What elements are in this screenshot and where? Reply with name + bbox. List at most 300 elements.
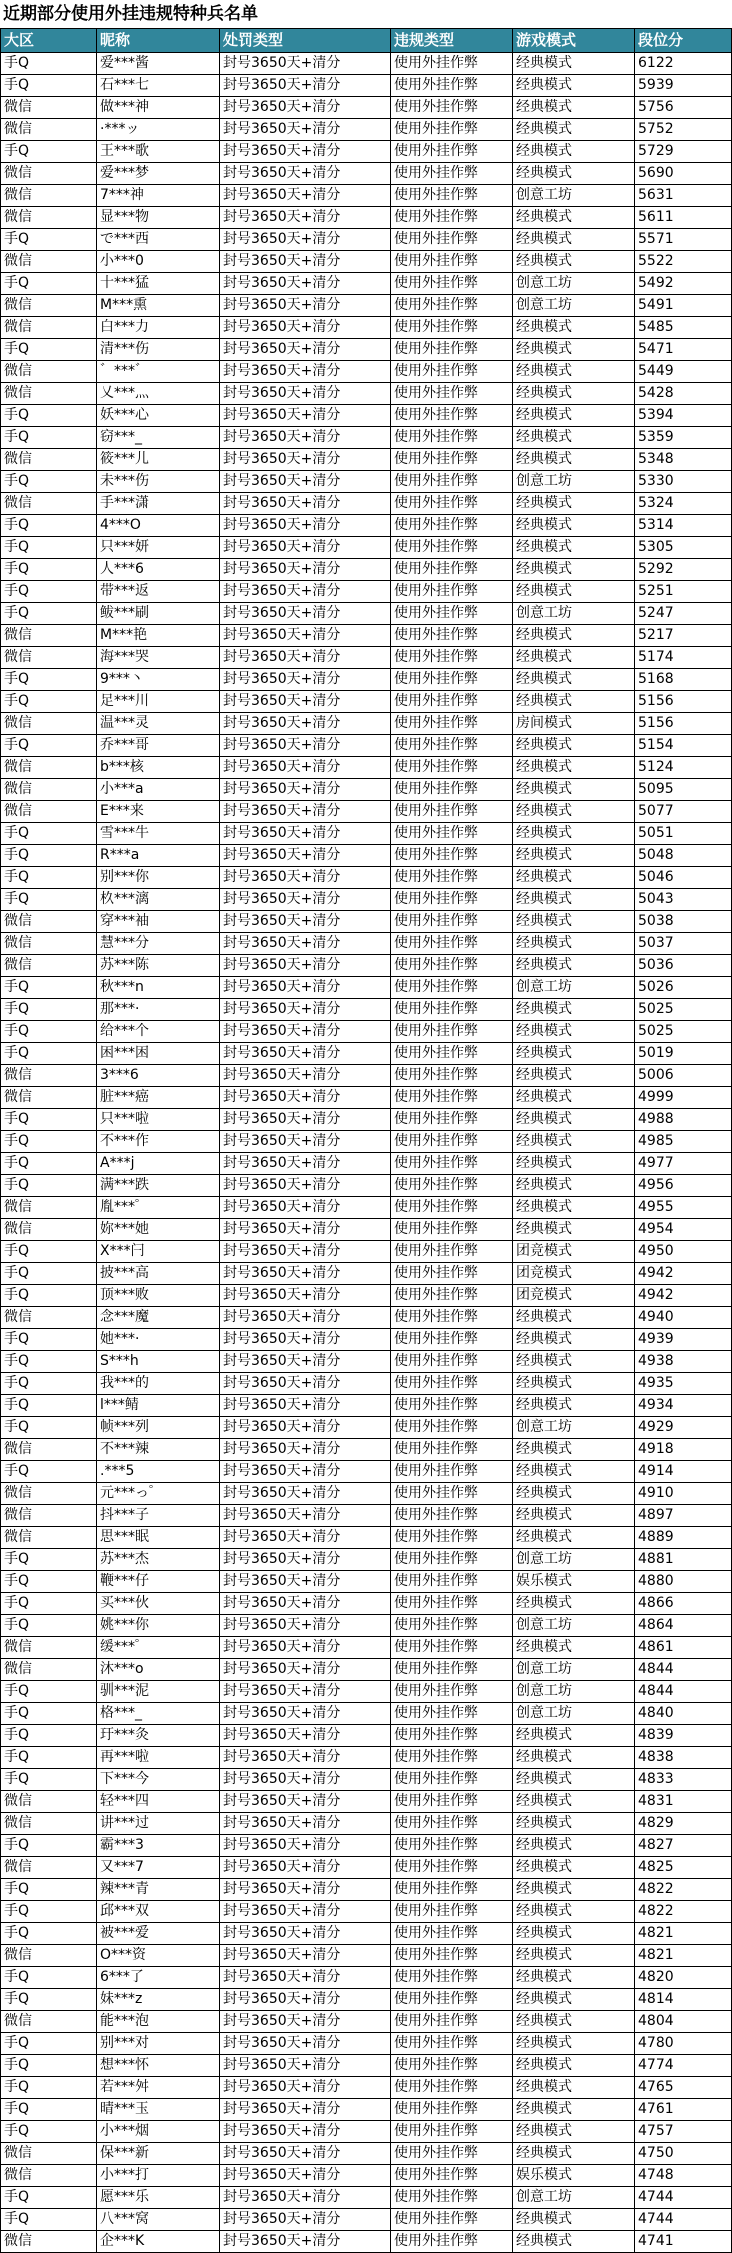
region-cell: 手Q <box>1 1549 97 1571</box>
violation-cell: 使用外挂作弊 <box>391 1857 513 1879</box>
nickname-cell: 我***的 <box>97 1373 220 1395</box>
violation-cell: 使用外挂作弊 <box>391 867 513 889</box>
region-cell: 手Q <box>1 1725 97 1747</box>
region-cell: 手Q <box>1 1769 97 1791</box>
nickname-cell: 格***_ <box>97 1703 220 1725</box>
violation-cell: 使用外挂作弊 <box>391 383 513 405</box>
nickname-cell: 沐***o <box>97 1659 220 1681</box>
violation-cell: 使用外挂作弊 <box>391 1615 513 1637</box>
violation-cell: 使用外挂作弊 <box>391 1439 513 1461</box>
mode-cell: 经典模式 <box>513 867 635 889</box>
violation-cell: 使用外挂作弊 <box>391 1659 513 1681</box>
region-cell: 手Q <box>1 669 97 691</box>
region-cell: 微信 <box>1 1527 97 1549</box>
mode-cell: 经典模式 <box>513 427 635 449</box>
mode-cell: 经典模式 <box>513 119 635 141</box>
penalty-cell: 封号3650天+清分 <box>220 2209 391 2231</box>
region-cell: 手Q <box>1 229 97 251</box>
penalty-cell: 封号3650天+清分 <box>220 185 391 207</box>
mode-cell: 经典模式 <box>513 911 635 933</box>
nickname-cell: 秋***n <box>97 977 220 999</box>
region-cell: 微信 <box>1 317 97 339</box>
penalty-cell: 封号3650天+清分 <box>220 1659 391 1681</box>
region-cell: 微信 <box>1 2165 97 2187</box>
table-row <box>1 1087 732 1109</box>
mode-cell: 经典模式 <box>513 1439 635 1461</box>
nickname-cell: 小***0 <box>97 251 220 273</box>
violation-cell: 使用外挂作弊 <box>391 2033 513 2055</box>
rank-score-cell: 4880 <box>635 1571 732 1593</box>
violation-cell: 使用外挂作弊 <box>391 713 513 735</box>
penalty-cell: 封号3650天+清分 <box>220 845 391 867</box>
region-cell: 微信 <box>1 1065 97 1087</box>
region-cell: 微信 <box>1 1659 97 1681</box>
region-cell: 手Q <box>1 867 97 889</box>
rank-score-cell: 4914 <box>635 1461 732 1483</box>
nickname-cell: 邱***双 <box>97 1901 220 1923</box>
nickname-cell: 只***妍 <box>97 537 220 559</box>
violation-cell: 使用外挂作弊 <box>391 493 513 515</box>
penalty-cell: 封号3650天+清分 <box>220 119 391 141</box>
nickname-cell: 人***6 <box>97 559 220 581</box>
table-row <box>1 361 732 383</box>
nickname-cell: 乂***灬 <box>97 383 220 405</box>
table-row <box>1 1109 732 1131</box>
mode-cell: 经典模式 <box>513 1967 635 1989</box>
region-cell: 微信 <box>1 1791 97 1813</box>
nickname-cell: .***5 <box>97 1461 220 1483</box>
table-row <box>1 1197 732 1219</box>
nickname-cell: 3***6 <box>97 1065 220 1087</box>
table-row <box>1 1351 732 1373</box>
region-cell: 手Q <box>1 1043 97 1065</box>
penalty-cell: 封号3650天+清分 <box>220 383 391 405</box>
mode-cell: 创意工坊 <box>513 471 635 493</box>
nickname-cell: 鲅***刷 <box>97 603 220 625</box>
penalty-cell: 封号3650天+清分 <box>220 1615 391 1637</box>
nickname-cell: 霸***3 <box>97 1835 220 1857</box>
violation-cell: 使用外挂作弊 <box>391 75 513 97</box>
table-row <box>1 1901 732 1923</box>
violation-cell: 使用外挂作弊 <box>391 1747 513 1769</box>
header-row <box>1 29 732 53</box>
violation-cell: 使用外挂作弊 <box>391 1087 513 1109</box>
penalty-cell: 封号3650天+清分 <box>220 1571 391 1593</box>
violation-cell: 使用外挂作弊 <box>391 1065 513 1087</box>
mode-cell: 经典模式 <box>513 1527 635 1549</box>
penalty-cell: 封号3650天+清分 <box>220 911 391 933</box>
penalty-cell: 封号3650天+清分 <box>220 647 391 669</box>
nickname-cell: l***鲭 <box>97 1395 220 1417</box>
violation-cell: 使用外挂作弊 <box>391 1175 513 1197</box>
rank-score-cell: 4910 <box>635 1483 732 1505</box>
mode-cell: 经典模式 <box>513 1219 635 1241</box>
mode-cell: 经典模式 <box>513 2209 635 2231</box>
violation-cell: 使用外挂作弊 <box>391 691 513 713</box>
mode-cell: 经典模式 <box>513 383 635 405</box>
violation-cell: 使用外挂作弊 <box>391 339 513 361</box>
violation-cell: 使用外挂作弊 <box>391 735 513 757</box>
rank-score-cell: 5729 <box>635 141 732 163</box>
rank-score-cell: 5251 <box>635 581 732 603</box>
violation-cell: 使用外挂作弊 <box>391 933 513 955</box>
rank-score-cell: 4844 <box>635 1681 732 1703</box>
rank-score-cell: 5154 <box>635 735 732 757</box>
violation-cell: 使用外挂作弊 <box>391 361 513 383</box>
table-row <box>1 581 732 603</box>
penalty-cell: 封号3650天+清分 <box>220 669 391 691</box>
rank-score-cell: 5348 <box>635 449 732 471</box>
mode-cell: 经典模式 <box>513 1923 635 1945</box>
nickname-cell: M***艳 <box>97 625 220 647</box>
rank-score-cell: 4748 <box>635 2165 732 2187</box>
penalty-cell: 封号3650天+清分 <box>220 955 391 977</box>
violation-cell: 使用外挂作弊 <box>391 845 513 867</box>
violation-cell: 使用外挂作弊 <box>391 2077 513 2099</box>
region-cell: 微信 <box>1 119 97 141</box>
nickname-cell: 穿***袖 <box>97 911 220 933</box>
region-cell: 手Q <box>1 1989 97 2011</box>
mode-cell: 经典模式 <box>513 999 635 1021</box>
mode-cell: 团竞模式 <box>513 1241 635 1263</box>
mode-cell: 经典模式 <box>513 625 635 647</box>
table-row <box>1 229 732 251</box>
table-row <box>1 383 732 405</box>
penalty-cell: 封号3650天+清分 <box>220 1241 391 1263</box>
nickname-cell: 能***泡 <box>97 2011 220 2033</box>
violation-cell: 使用外挂作弊 <box>391 207 513 229</box>
rank-score-cell: 4954 <box>635 1219 732 1241</box>
table-row <box>1 2121 732 2143</box>
rank-score-cell: 4866 <box>635 1593 732 1615</box>
nickname-cell: 被***爱 <box>97 1923 220 1945</box>
table-row <box>1 1835 732 1857</box>
mode-cell: 经典模式 <box>513 1175 635 1197</box>
nickname-cell: 想***怀 <box>97 2055 220 2077</box>
region-cell: 手Q <box>1 2099 97 2121</box>
penalty-cell: 封号3650天+清分 <box>220 1439 391 1461</box>
region-cell: 手Q <box>1 1285 97 1307</box>
penalty-cell: 封号3650天+清分 <box>220 493 391 515</box>
table-row <box>1 1043 732 1065</box>
violation-cell: 使用外挂作弊 <box>391 1461 513 1483</box>
table-row <box>1 823 732 845</box>
table-row <box>1 911 732 933</box>
table-row <box>1 1615 732 1637</box>
penalty-cell: 封号3650天+清分 <box>220 1021 391 1043</box>
violation-cell: 使用外挂作弊 <box>391 163 513 185</box>
mode-cell: 创意工坊 <box>513 1703 635 1725</box>
nickname-cell: 带***返 <box>97 581 220 603</box>
mode-cell: 经典模式 <box>513 691 635 713</box>
nickname-cell: A***j <box>97 1153 220 1175</box>
nickname-cell: 思***眠 <box>97 1527 220 1549</box>
rank-score-cell: 4744 <box>635 2187 732 2209</box>
rank-score-cell: 5314 <box>635 515 732 537</box>
mode-cell: 经典模式 <box>513 493 635 515</box>
mode-cell: 娱乐模式 <box>513 2165 635 2187</box>
nickname-cell: 4***O <box>97 515 220 537</box>
table-row <box>1 1021 732 1043</box>
mode-cell: 创意工坊 <box>513 2187 635 2209</box>
region-cell: 微信 <box>1 1857 97 1879</box>
table-row <box>1 75 732 97</box>
region-cell: 手Q <box>1 537 97 559</box>
rank-score-cell: 5077 <box>635 801 732 823</box>
table-row <box>1 889 732 911</box>
rank-score-cell: 4999 <box>635 1087 732 1109</box>
table-row <box>1 735 732 757</box>
nickname-cell: 乔***哥 <box>97 735 220 757</box>
nickname-cell: X***闩 <box>97 1241 220 1263</box>
region-cell: 微信 <box>1 713 97 735</box>
table-row <box>1 1989 732 2011</box>
nickname-cell: 足***川 <box>97 691 220 713</box>
rank-score-cell: 4864 <box>635 1615 732 1637</box>
penalty-cell: 封号3650天+清分 <box>220 2011 391 2033</box>
penalty-cell: 封号3650天+清分 <box>220 2099 391 2121</box>
violation-cell: 使用外挂作弊 <box>391 1395 513 1417</box>
region-cell: 手Q <box>1 581 97 603</box>
region-cell: 微信 <box>1 1439 97 1461</box>
rank-score-cell: 4820 <box>635 1967 732 1989</box>
mode-cell: 经典模式 <box>513 2055 635 2077</box>
violation-cell: 使用外挂作弊 <box>391 229 513 251</box>
mode-cell: 经典模式 <box>513 229 635 251</box>
table-row <box>1 1703 732 1725</box>
mode-cell: 经典模式 <box>513 2121 635 2143</box>
table-row <box>1 625 732 647</box>
nickname-cell: 慧***分 <box>97 933 220 955</box>
rank-score-cell: 5471 <box>635 339 732 361</box>
violation-cell: 使用外挂作弊 <box>391 97 513 119</box>
table-row <box>1 493 732 515</box>
table-row <box>1 1483 732 1505</box>
table-row <box>1 1307 732 1329</box>
table-row <box>1 2209 732 2231</box>
table-row <box>1 515 732 537</box>
nickname-cell: 再***啦 <box>97 1747 220 1769</box>
violation-cell: 使用外挂作弊 <box>391 1703 513 1725</box>
rank-score-cell: 4822 <box>635 1879 732 1901</box>
violation-cell: 使用外挂作弊 <box>391 757 513 779</box>
column-header-violation: 违规类型 <box>391 29 513 53</box>
table-row <box>1 713 732 735</box>
region-cell: 手Q <box>1 75 97 97</box>
violation-cell: 使用外挂作弊 <box>391 1989 513 2011</box>
region-cell: 微信 <box>1 1219 97 1241</box>
nickname-cell: 妳***她 <box>97 1219 220 1241</box>
nickname-cell: 窃***_ <box>97 427 220 449</box>
penalty-cell: 封号3650天+清分 <box>220 1989 391 2011</box>
region-cell: 手Q <box>1 1967 97 1989</box>
rank-score-cell: 4821 <box>635 1923 732 1945</box>
table-row <box>1 53 732 75</box>
nickname-cell: ·***ッ <box>97 119 220 141</box>
table-row <box>1 97 732 119</box>
violation-cell: 使用外挂作弊 <box>391 1505 513 1527</box>
mode-cell: 经典模式 <box>513 1637 635 1659</box>
table-row <box>1 1263 732 1285</box>
penalty-cell: 封号3650天+清分 <box>220 691 391 713</box>
region-cell: 手Q <box>1 405 97 427</box>
table-row <box>1 471 732 493</box>
penalty-cell: 封号3650天+清分 <box>220 1593 391 1615</box>
rank-score-cell: 5492 <box>635 273 732 295</box>
mode-cell: 经典模式 <box>513 1087 635 1109</box>
penalty-cell: 封号3650天+清分 <box>220 1967 391 1989</box>
nickname-cell: 困***困 <box>97 1043 220 1065</box>
region-cell: 微信 <box>1 295 97 317</box>
nickname-cell: 杦***漓 <box>97 889 220 911</box>
table-row <box>1 779 732 801</box>
violation-cell: 使用外挂作弊 <box>391 1593 513 1615</box>
nickname-cell: 愿***乐 <box>97 2187 220 2209</box>
rank-score-cell: 5025 <box>635 1021 732 1043</box>
violation-cell: 使用外挂作弊 <box>391 1835 513 1857</box>
region-cell: 手Q <box>1 2033 97 2055</box>
mode-cell: 经典模式 <box>513 97 635 119</box>
violation-cell: 使用外挂作弊 <box>391 1153 513 1175</box>
penalty-cell: 封号3650天+清分 <box>220 1395 391 1417</box>
nickname-cell: 那***· <box>97 999 220 1021</box>
penalty-cell: 封号3650天+清分 <box>220 1109 391 1131</box>
mode-cell: 经典模式 <box>513 2231 635 2253</box>
region-cell: 微信 <box>1 1483 97 1505</box>
table-row <box>1 955 732 977</box>
table-row <box>1 1131 732 1153</box>
penalty-cell: 封号3650天+清分 <box>220 779 391 801</box>
region-cell: 手Q <box>1 141 97 163</box>
rank-score-cell: 5168 <box>635 669 732 691</box>
mode-cell: 经典模式 <box>513 801 635 823</box>
penalty-cell: 封号3650天+清分 <box>220 735 391 757</box>
region-cell: 手Q <box>1 2055 97 2077</box>
rank-score-cell: 4825 <box>635 1857 732 1879</box>
mode-cell: 经典模式 <box>513 1021 635 1043</box>
rank-score-cell: 5156 <box>635 691 732 713</box>
mode-cell: 经典模式 <box>513 1131 635 1153</box>
violation-cell: 使用外挂作弊 <box>391 1219 513 1241</box>
column-header-mode: 游戏模式 <box>513 29 635 53</box>
region-cell: 手Q <box>1 559 97 581</box>
table-row <box>1 647 732 669</box>
mode-cell: 团竞模式 <box>513 1285 635 1307</box>
rank-score-cell: 4950 <box>635 1241 732 1263</box>
region-cell: 手Q <box>1 1395 97 1417</box>
penalty-cell: 封号3650天+清分 <box>220 537 391 559</box>
table-row <box>1 1241 732 1263</box>
page-title: 近期部分使用外挂违规特种兵名单 <box>3 4 258 24</box>
violation-cell: 使用外挂作弊 <box>391 1571 513 1593</box>
region-cell: 手Q <box>1 735 97 757</box>
violation-cell: 使用外挂作弊 <box>391 2143 513 2165</box>
violation-cell: 使用外挂作弊 <box>391 1967 513 1989</box>
region-cell: 微信 <box>1 97 97 119</box>
violation-cell: 使用外挂作弊 <box>391 779 513 801</box>
violation-cell: 使用外挂作弊 <box>391 1197 513 1219</box>
rank-score-cell: 4881 <box>635 1549 732 1571</box>
violation-cell: 使用外挂作弊 <box>391 515 513 537</box>
violation-cell: 使用外挂作弊 <box>391 53 513 75</box>
region-cell: 微信 <box>1 383 97 405</box>
violation-cell: 使用外挂作弊 <box>391 999 513 1021</box>
mode-cell: 经典模式 <box>513 75 635 97</box>
nickname-cell: 帧***列 <box>97 1417 220 1439</box>
rank-score-cell: 4956 <box>635 1175 732 1197</box>
region-cell: 手Q <box>1 1373 97 1395</box>
table-row <box>1 801 732 823</box>
rank-score-cell: 5939 <box>635 75 732 97</box>
table-row <box>1 1175 732 1197</box>
violation-cell: 使用外挂作弊 <box>391 1725 513 1747</box>
mode-cell: 经典模式 <box>513 845 635 867</box>
nickname-cell: 白***力 <box>97 317 220 339</box>
rank-score-cell: 5043 <box>635 889 732 911</box>
violation-cell: 使用外挂作弊 <box>391 1351 513 1373</box>
table-row <box>1 845 732 867</box>
mode-cell: 经典模式 <box>513 757 635 779</box>
region-cell: 手Q <box>1 1131 97 1153</box>
violation-cell: 使用外挂作弊 <box>391 1307 513 1329</box>
violation-cell: 使用外挂作弊 <box>391 1109 513 1131</box>
table-row <box>1 999 732 1021</box>
penalty-cell: 封号3650天+清分 <box>220 1307 391 1329</box>
violation-cell: 使用外挂作弊 <box>391 559 513 581</box>
region-cell: 手Q <box>1 999 97 1021</box>
region-cell: 手Q <box>1 471 97 493</box>
table-row <box>1 317 732 339</box>
region-cell: 手Q <box>1 273 97 295</box>
penalty-cell: 封号3650天+清分 <box>220 2231 391 2253</box>
penalty-cell: 封号3650天+清分 <box>220 1879 391 1901</box>
nickname-cell: 小***烟 <box>97 2121 220 2143</box>
mode-cell: 创意工坊 <box>513 295 635 317</box>
violation-cell: 使用外挂作弊 <box>391 1681 513 1703</box>
nickname-cell: M***熏 <box>97 295 220 317</box>
mode-cell: 经典模式 <box>513 2011 635 2033</box>
rank-score-cell: 5026 <box>635 977 732 999</box>
nickname-cell: 缓***゜ <box>97 1637 220 1659</box>
region-cell: 手Q <box>1 2121 97 2143</box>
region-cell: 微信 <box>1 1087 97 1109</box>
nickname-cell: 轻***四 <box>97 1791 220 1813</box>
table-row <box>1 207 732 229</box>
rank-score-cell: 5756 <box>635 97 732 119</box>
violation-cell: 使用外挂作弊 <box>391 427 513 449</box>
region-cell: 微信 <box>1 801 97 823</box>
region-cell: 微信 <box>1 933 97 955</box>
violation-cell: 使用外挂作弊 <box>391 889 513 911</box>
table-row <box>1 141 732 163</box>
region-cell: 手Q <box>1 1593 97 1615</box>
nickname-cell: 6***了 <box>97 1967 220 1989</box>
rank-score-cell: 4761 <box>635 2099 732 2121</box>
violation-cell: 使用外挂作弊 <box>391 2099 513 2121</box>
violation-cell: 使用外挂作弊 <box>391 141 513 163</box>
nickname-cell: ゛***゛ <box>97 361 220 383</box>
penalty-cell: 封号3650天+清分 <box>220 1153 391 1175</box>
mode-cell: 经典模式 <box>513 2099 635 2121</box>
mode-cell: 经典模式 <box>513 163 635 185</box>
region-cell: 手Q <box>1 1461 97 1483</box>
region-cell: 微信 <box>1 251 97 273</box>
nickname-cell: 雪***牛 <box>97 823 220 845</box>
rank-score-cell: 4822 <box>635 1901 732 1923</box>
penalty-cell: 封号3650天+清分 <box>220 1835 391 1857</box>
nickname-cell: 买***伙 <box>97 1593 220 1615</box>
violation-cell: 使用外挂作弊 <box>391 1549 513 1571</box>
